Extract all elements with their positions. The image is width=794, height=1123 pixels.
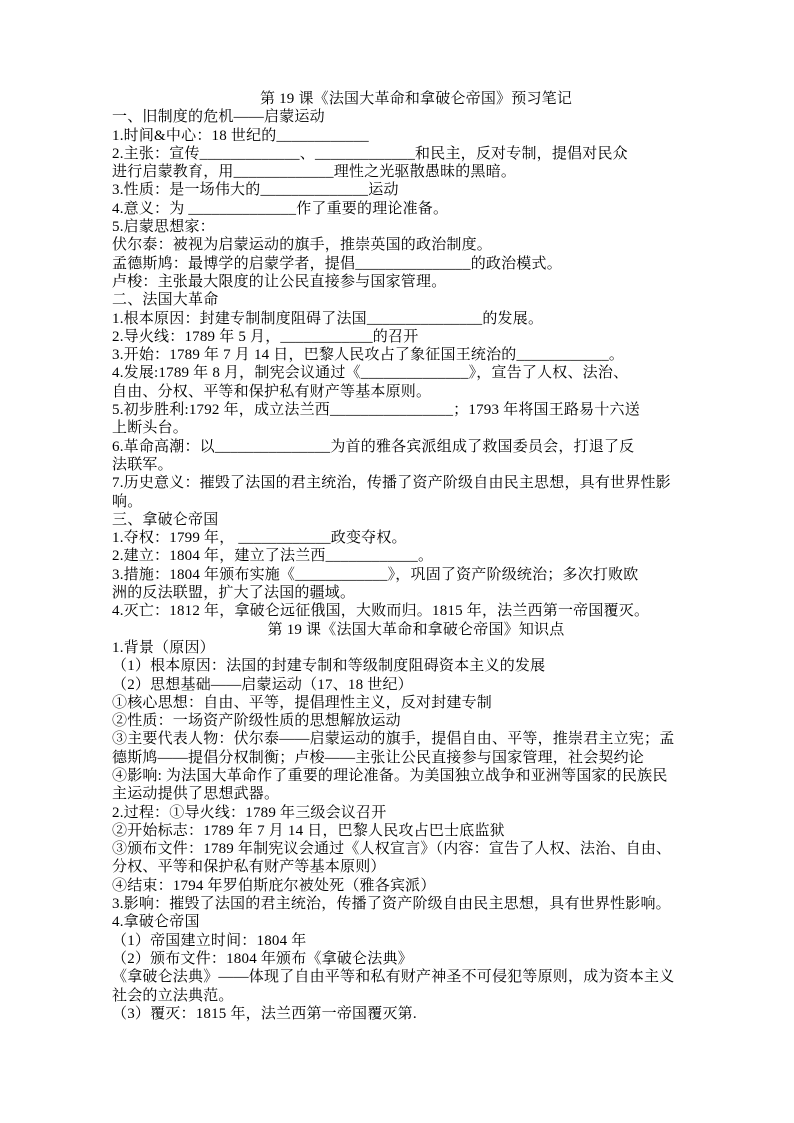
doc-line: 自由、分权、平等和保护私有财产等基本原则。	[112, 383, 432, 400]
doc-line: ③主要代表人物：伏尔泰——启蒙运动的旗手，提倡自由、平等，推崇君主立宪；孟	[112, 731, 675, 748]
doc-title-knowledge-points: 第 19 课《法国大革命和拿破仑帝国》知识点	[267, 621, 565, 638]
doc-line: 伏尔泰：被视为启蒙运动的旗手，推崇英国的政治制度。	[112, 237, 493, 254]
doc-line: ③颁布文件：1789 年制宪议会通过《人权宣言》（内容：宣告了人权、法治、自由、	[112, 841, 672, 858]
doc-line: ②性质：一场资产阶级性质的思想解放运动	[112, 713, 401, 730]
doc-line: 1.夺权：1799 年， ____________政变夺权。	[112, 530, 407, 547]
doc-line: 分权、平等和保护私有财产等基本原则）	[112, 859, 386, 876]
doc-line: 4.发展:1789 年 8 月，制宪会议通过《______________》，宣告了人权、法治、	[112, 365, 629, 382]
doc-heading-section-1: 一、旧制度的危机——启蒙运动	[112, 109, 325, 126]
doc-line: 2.建立：1804 年，建立了法兰西____________。	[112, 548, 434, 565]
doc-line: 5.初步胜利:1792 年，成立法兰西________________；1793 年将国王路易十六送	[112, 402, 640, 419]
document-content	[112, 90, 720, 1023]
doc-line: 2.导火线：1789 年 5 月，____________的召开	[112, 328, 419, 345]
doc-line: （1）帝国建立时间：1804 年	[112, 932, 307, 949]
doc-line: ①核心思想：自由、平等，提倡理性主义，反对封建专制	[112, 694, 493, 711]
doc-line: 1.时间&中心：18 世纪的____________	[112, 127, 369, 144]
doc-line: 孟德斯鸠：最博学的启蒙学者，提倡_______________的政治模式。	[112, 255, 562, 272]
doc-line: 7.历史意义：摧毁了法国的君主统治，传播了资产阶级自由民主思想，具有世界性影	[112, 475, 671, 492]
doc-line: 2.过程：①导火线：1789 年三级会议召开	[112, 804, 387, 821]
doc-line: ②开始标志：1789 年 7 月 14 日，巴黎人民攻占巴士底监狱	[112, 822, 505, 839]
doc-line: 《拿破仑法典》——体现了自由平等和私有财产神圣不可侵犯等原则，成为资本主义	[112, 969, 675, 986]
doc-line: 1.背景（原因）	[112, 639, 215, 656]
doc-line: 洲的反法联盟，扩大了法国的疆域。	[112, 585, 356, 602]
doc-line: ④影响: 为法国大革命作了重要的理论准备。为美国独立战争和亚洲等国家的民族民	[112, 767, 668, 784]
doc-line: ④结束：1794 年罗伯斯庇尔被处死（雅各宾派）	[112, 877, 436, 894]
doc-line: 3.性质：是一场伟大的______________运动	[112, 182, 399, 199]
doc-line: 1.根本原因：封建专制制度阻碍了法国_______________的发展。	[112, 310, 544, 327]
doc-line: 3.开始：1789 年 7 月 14 日，巴黎人民攻占了象征国王统治的____________。	[112, 347, 625, 364]
doc-line: （3）覆灭：1815 年，法兰西第一帝国覆灭第.	[112, 1005, 417, 1022]
doc-line: 4.意义：为 ______________作了重要的理论准备。	[112, 200, 449, 217]
doc-line: 3.影响：摧毁了法国的君主统治，传播了资产阶级自由民主思想，具有世界性影响。	[112, 896, 671, 913]
doc-heading-section-3: 三、拿破仑帝国	[112, 511, 219, 528]
doc-line: 4.拿破仑帝国	[112, 914, 200, 931]
doc-line: 德斯鸠——提倡分权制衡；卢梭——主张让公民直接参与国家管理，社会契约论	[112, 749, 645, 766]
doc-line: 进行启蒙教育，用_____________理性之光驱散愚昧的黑暗。	[112, 164, 517, 181]
doc-line: 6.革命高潮：以_______________为首的雅各宾派组成了救国委员会，打退了反	[112, 438, 635, 455]
doc-line: 卢梭：主张最大限度的让公民直接参与国家管理。	[112, 273, 447, 290]
doc-title-preview-notes: 第 19 课《法国大革命和拿破仑帝国》预习笔记	[259, 91, 573, 107]
doc-line: （1）根本原因：法国的封建专制和等级制度阻碍资本主义的发展	[112, 658, 546, 675]
doc-line: 社会的立法典范。	[112, 987, 234, 1004]
doc-line: 3.措施：1804 年颁布实施《____________》，巩固了资产阶级统治；多次打败欧	[112, 566, 639, 583]
doc-heading-section-2: 二、法国大革命	[112, 292, 219, 309]
doc-line: 上断头台。	[112, 420, 189, 437]
doc-line: 4.灭亡：1812 年，拿破仑远征俄国，大败而归。1815 年，法兰西第一帝国覆灭。	[112, 603, 650, 620]
doc-line: 5.启蒙思想家：	[112, 219, 215, 236]
doc-line: 响。	[112, 493, 143, 510]
doc-line: （2）思想基础——启蒙运动（17、18 世纪）	[112, 676, 413, 693]
doc-line: 2.主张：宣传_____________、_____________和民主，反对专制，提倡对民众	[112, 145, 628, 162]
doc-line: （2）颁布文件：1804 年颁布《拿破仑法典》	[112, 950, 413, 967]
doc-line: 主运动提供了思想武器。	[112, 786, 280, 803]
doc-line: 法联军。	[112, 456, 173, 473]
